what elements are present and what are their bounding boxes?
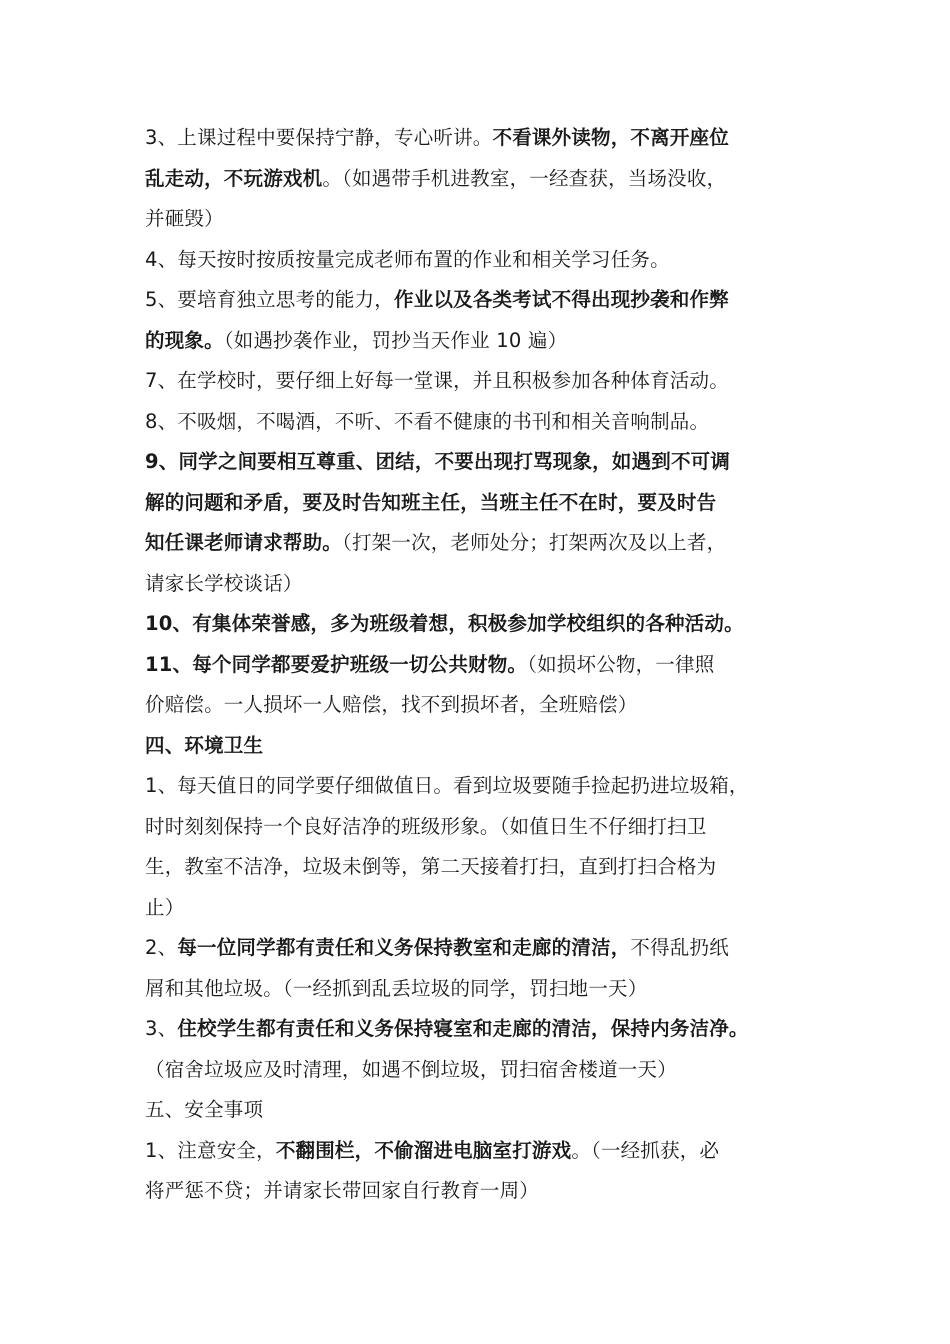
text-run: 止） xyxy=(145,895,185,919)
bold-text-run: 每一位同学都有责任和义务保持教室和走廊的清洁， xyxy=(177,936,631,959)
bold-text-run: 住校学生都有责任和义务保持寝室和走廊的清洁，保持内务洁净。 xyxy=(177,1017,749,1040)
text-line xyxy=(145,969,825,1010)
bold-text-run: 9、同学之间要相互尊重、团结，不要出现打骂现象，如遇到不可调 xyxy=(145,450,731,473)
text-line xyxy=(145,1131,825,1172)
text-run: （宿舍垃圾应及时清理，如遇不倒垃圾，罚扫宿舍楼道一天） xyxy=(145,1057,677,1081)
text-line xyxy=(145,361,825,402)
bold-text-run: 四、环境卫生 xyxy=(145,733,264,757)
text-run: 。（如遇带手机进教室，一经查获，当场没收， xyxy=(322,166,727,190)
text-run: 。（一经抓获，必 xyxy=(571,1138,720,1162)
text-line xyxy=(145,240,825,281)
text-line xyxy=(145,726,825,767)
text-run: 1、注意安全， xyxy=(145,1138,276,1162)
text-line xyxy=(145,564,825,605)
text-run: 将严惩不贷；并请家长带回家自行教育一周） xyxy=(145,1179,540,1202)
text-run: 生，教室不洁净，垃圾未倒等，第二天接着打扫，直到打扫合格为 xyxy=(145,855,717,878)
text-run: （打架一次，老师处分；打架两次及以上者， xyxy=(342,531,727,554)
text-line xyxy=(145,847,825,888)
text-line xyxy=(145,1090,825,1131)
text-run: 请家长学校谈话） xyxy=(145,571,303,595)
text-line xyxy=(145,523,825,564)
text-run: 不得乱扔纸 xyxy=(630,936,729,959)
text-run: 3、上课过程中要保持宁静，专心听讲。 xyxy=(145,126,493,149)
document-body xyxy=(145,118,825,1212)
text-line xyxy=(145,928,825,969)
text-run: 并砸毁） xyxy=(145,207,224,230)
bold-text-run: 解的问题和矛盾，要及时告知班主任，当班主任不在时，要及时告 xyxy=(145,490,717,514)
text-line xyxy=(145,280,825,321)
bold-text-run: 不看课外读物，不离开座位 xyxy=(492,126,729,149)
bold-text-run: 乱走动，不玩游戏机 xyxy=(145,166,323,190)
bold-text-run: 11、每个同学都要爱护班级一切公共财物。 xyxy=(145,652,528,676)
text-run: 8、不吸烟，不喝酒，不听、不看不健康的书刊和相关音响制品。 xyxy=(145,409,710,433)
text-line xyxy=(145,645,825,686)
bold-text-run: 的现象。 xyxy=(145,328,224,352)
bold-text-run: 不翻围栏，不偷溜进电脑室打游戏 xyxy=(275,1138,572,1162)
text-line xyxy=(145,807,825,848)
text-run: 时时刻刻保持一个良好洁净的班级形象。（如值日生不仔细打扫卫 xyxy=(145,814,707,838)
text-line xyxy=(145,604,825,645)
text-line xyxy=(145,1050,825,1091)
text-run: 4、每天按时按质按量完成老师布置的作业和相关学习任务。 xyxy=(145,247,670,271)
text-line xyxy=(145,118,825,159)
text-line xyxy=(145,199,825,240)
text-line xyxy=(145,402,825,443)
text-line xyxy=(145,321,825,362)
text-run: 7、在学校时，要仔细上好每一堂课，并且积极参加各种体育活动。 xyxy=(145,369,729,392)
text-line xyxy=(145,1009,825,1050)
bold-text-run: 10、有集体荣誉感，多为班级着想，积极参加学校组织的各种活动。 xyxy=(145,612,744,635)
text-run: 1、每天值日的同学要仔细做值日。看到垃圾要随手捡起扔进垃圾箱， xyxy=(145,774,749,797)
text-run: （如损坏公物，一律照 xyxy=(527,652,715,676)
text-run: 价赔偿。一人损坏一人赔偿，找不到损坏者，全班赔偿） xyxy=(145,693,638,716)
text-line xyxy=(145,766,825,807)
text-run: 2、 xyxy=(145,936,178,959)
text-run: 5、要培育独立思考的能力， xyxy=(145,288,395,311)
text-run: 屑和其他垃圾。（一经抓到乱丢垃圾的同学，罚扫地一天） xyxy=(145,976,648,1000)
text-line xyxy=(145,685,825,726)
text-run: 五、安全事项 xyxy=(145,1098,264,1121)
text-line xyxy=(145,442,825,483)
bold-text-run: 作业以及各类考试不得出现抄袭和作弊 xyxy=(394,288,729,311)
text-run: （如遇抄袭作业，罚抄当天作业 10 遍） xyxy=(223,328,568,352)
text-line xyxy=(145,1171,825,1212)
text-line xyxy=(145,159,825,200)
bold-text-run: 知任课老师请求帮助。 xyxy=(145,531,343,554)
text-line xyxy=(145,888,825,929)
text-run: 3、 xyxy=(145,1017,178,1040)
text-line xyxy=(145,483,825,524)
